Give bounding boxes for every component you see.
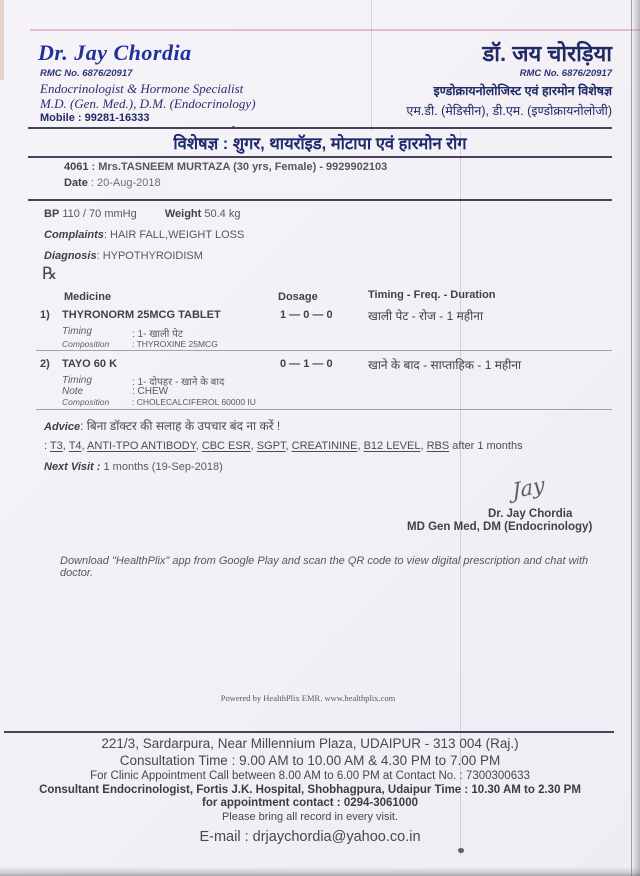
medicine-timing-hindi: खाली पेट - रोज - 1 महीना [368, 309, 484, 323]
doctor-name-hindi: डॉ. जय चोरड़िया [482, 41, 612, 66]
col-header-dosage: Dosage [278, 291, 318, 303]
patient-id: 4061 [64, 161, 89, 173]
lab-test-item: CBC ESR [201, 440, 251, 452]
medicine-number: 2) [40, 358, 50, 370]
ink-speck [457, 847, 464, 854]
detail-value: : 1- खाली पेट [132, 329, 183, 340]
specialty-english: Endocrinologist & Hormone Specialist [40, 81, 244, 96]
tests-suffix: after 1 months [449, 440, 523, 452]
app-download-note: Download "HealthPlix" app from Google Play and scan the QR code to view digital prescription and chat with doctor. [60, 555, 589, 579]
lab-test-item: SGPT [256, 440, 286, 452]
medicine-dosage: 0 — 1 — 0 [280, 358, 333, 370]
specialization-band: विशेषज्ञ : शुगर, थायरॉइड, मोटापा एवं हारमोन रोग [173, 135, 467, 153]
patient-name: Mrs.TASNEEM MURTAZA (30 yrs, Female) - 9929902103 [98, 161, 388, 173]
detail-label: Note [62, 386, 84, 397]
weight-value: 50.4 kg [201, 208, 241, 220]
signature-doctor-name: Dr. Jay Chordia [488, 508, 573, 520]
detail-value: : CHEW [132, 386, 169, 397]
next-visit-label: Next Visit : [44, 461, 101, 473]
complaints-label: Complaints [44, 229, 104, 241]
separator: : [87, 177, 98, 189]
scan-shadow-bottom [0, 867, 640, 876]
consultant-time: Time : 10.30 AM to 2.30 PM [431, 784, 581, 796]
degrees-hindi: एम.डी. (मेडिसीन), डी.एम. (इण्डोक्रायनोलोजी) [406, 104, 612, 119]
lab-tests-list: T3, T4, ANTI-TPO ANTIBODY, CBC ESR, SGPT, CREATININE, B12 LEVEL, RBS [49, 440, 450, 452]
detail-label: Timing [62, 375, 92, 386]
clinic-address: 221/3, Sardarpura, Near Millennium Plaza, UDAIPUR - 313 004 (Raj.) [101, 736, 519, 751]
powered-by-note: Powered by HealthPlix EMR. www.healthplix.com [220, 693, 396, 703]
lab-test-item: B12 LEVEL [363, 440, 421, 452]
separator: : [88, 161, 99, 173]
date-label: Date [64, 177, 88, 189]
hospital-appointment-contact: for appointment contact : 0294-3061000 [201, 797, 418, 809]
bp-value: 110 / 70 mmHg [59, 208, 137, 220]
email-line: E-mail : drjaychordia@yahoo.co.in [199, 829, 421, 845]
doctor-name-english: Dr. Jay Chordia [38, 40, 192, 65]
medicine-timing-hindi: खाने के बाद - साप्ताहिक - 1 महीना [368, 358, 522, 372]
patient-id-name-row [64, 161, 387, 173]
consultation-time: Consultation Time : 9.00 AM to 10.00 AM & 4.30 PM to 7.00 PM [119, 753, 501, 768]
clinic-appointment-line: For Clinic Appointment Call between 8.00 AM to 6.00 PM at Contact No. : 7300300633 [90, 770, 530, 782]
diagnosis-label: Diagnosis [44, 250, 97, 262]
medicine-dosage: 1 — 0 — 0 [280, 309, 333, 321]
scan-shadow-right [631, 0, 640, 876]
medicine-number: 1) [40, 309, 50, 321]
detail-label: Timing [62, 326, 92, 337]
rx-symbol: ℞ [42, 264, 58, 283]
detail-value: : THYROXINE 25MCG [132, 339, 218, 349]
band-rule-top [28, 127, 612, 129]
complaints-value: : HAIR FALL,WEIGHT LOSS [103, 229, 245, 241]
lab-test-item: CREATININE [291, 440, 358, 452]
advice-label: Advice [44, 421, 81, 433]
degrees-english: M.D. (Gen. Med.), D.M. (Endocrinology) [40, 96, 256, 111]
signature-doctor-degrees: MD Gen Med, DM (Endocrinology) [407, 521, 593, 533]
lab-test-item: T3 [49, 440, 63, 452]
medicine-name: THYRONORM 25MCG TABLET [62, 309, 221, 321]
specialty-hindi: इण्डोक्रायनोलोजिस्ट एवं हारमोन विशेषज्ञ [433, 84, 612, 99]
signature-scribble: Jay [511, 472, 546, 504]
lab-tests-row [44, 440, 523, 452]
next-visit-row [44, 461, 223, 473]
band-rule-bottom [28, 156, 612, 158]
header-hindi-block [312, 42, 612, 119]
detail-value: : 1- दोपहर - खाने के बाद [132, 377, 225, 388]
medicine-divider [36, 409, 612, 410]
footer-divider [4, 731, 614, 733]
bp-label: BP [44, 208, 60, 220]
bring-records-note: Please bring all record in every visit. [221, 811, 399, 823]
scan-pink-edge-left [0, 0, 4, 80]
scan-pink-edge-top [30, 29, 640, 31]
complaints-row [44, 229, 244, 241]
weight-label: Weight [164, 208, 202, 220]
medicine-divider [36, 350, 612, 351]
diagnosis-value: : HYPOTHYROIDISM [96, 250, 203, 262]
lab-test-item: T4 [68, 440, 82, 452]
mobile-number: Mobile : 99281-16333 [40, 112, 150, 124]
consultant-hospital-line [0, 784, 620, 796]
date-row [64, 177, 161, 189]
col-header-medicine: Medicine [64, 291, 112, 303]
advice-row [44, 417, 280, 434]
patient-divider [28, 199, 612, 201]
vitals-row [44, 208, 240, 220]
advice-text: : बिना डॉक्टर की सलाह के उपचार बंद ना करें ! [80, 419, 281, 433]
medicine-name: TAYO 60 K [62, 358, 118, 370]
tests-prefix: : [44, 440, 50, 452]
date-value: 20-Aug-2018 [97, 177, 161, 189]
lab-test-item: ANTI-TPO ANTIBODY [87, 440, 196, 452]
lab-test-item: RBS [426, 440, 450, 452]
detail-label: Composition [62, 339, 110, 349]
detail-value: : CHOLECALCIFEROL 60000 IU [132, 397, 256, 407]
detail-label: Composition [62, 397, 110, 407]
col-header-timing: Timing - Freq. - Duration [368, 289, 496, 301]
consultant-text: Consultant Endocrinologist, Fortis J.K. Hospital, Shobhagpura, Udaipur [39, 784, 432, 796]
diagnosis-row [44, 250, 203, 262]
rmc-number-hindi: RMC No. 6876/20917 [519, 68, 612, 80]
next-visit-value: 1 months (19-Sep-2018) [100, 461, 223, 473]
rmc-number-english: RMC No. 6876/20917 [40, 68, 133, 79]
